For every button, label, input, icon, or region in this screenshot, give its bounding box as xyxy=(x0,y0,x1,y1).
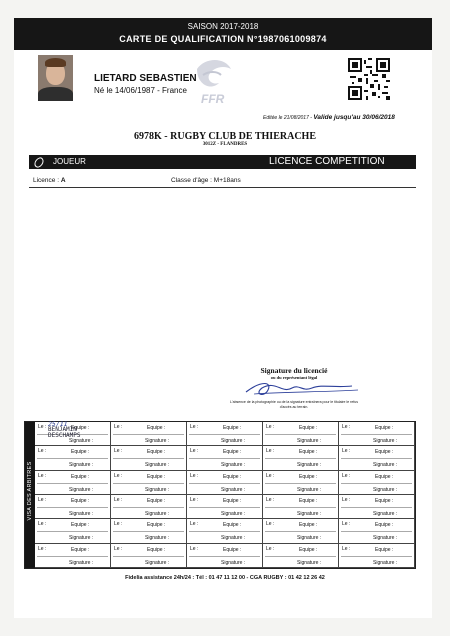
handwritten-referee-name: BENJAMIN xyxy=(48,426,77,433)
visa-signature-label: Signature : xyxy=(373,486,398,493)
visa-cell xyxy=(187,495,263,519)
visa-date-label: Le : xyxy=(342,521,351,528)
visa-signature-label: Signature : xyxy=(297,511,322,517)
visa-cell-divider xyxy=(37,531,108,532)
visa-equipe-label: Equipe : xyxy=(223,522,242,529)
visa-date-label: Le : xyxy=(266,545,275,552)
visa-cell xyxy=(35,471,111,495)
visa-cell xyxy=(263,471,339,495)
visa-equipe-label: Equipe : xyxy=(375,498,394,504)
visa-cell xyxy=(263,422,339,446)
visa-date-label: Le : xyxy=(190,497,199,503)
visa-cell-divider xyxy=(189,483,260,484)
visa-cell-divider xyxy=(341,458,412,459)
visa-equipe-label: Equipe : xyxy=(71,498,90,504)
visa-equipe-label: Equipe : xyxy=(147,522,166,529)
visa-signature-label: Signature : xyxy=(221,559,246,566)
visa-date-label: Le : xyxy=(38,545,47,552)
visa-cell-divider xyxy=(37,458,108,459)
visa-cell-divider xyxy=(341,556,412,557)
visa-date-label: Le : xyxy=(266,472,275,479)
assistance-footer: Fidelia assistance 24h/24 : Tél : 01 47 11 12 00 - CGA RUGBY : 01 42 12 26 42 xyxy=(125,575,325,581)
licence-type: LICENCE COMPETITION xyxy=(269,156,385,167)
visa-cell xyxy=(35,495,111,519)
visa-signature-label: Signature : xyxy=(145,486,170,493)
visa-cell-divider xyxy=(341,483,412,484)
visa-cell xyxy=(111,471,187,495)
visa-cells xyxy=(35,422,415,568)
visa-date-label: Le : xyxy=(266,448,275,455)
visa-date-label: Le : xyxy=(114,521,123,528)
visa-cell-divider xyxy=(37,483,108,484)
visa-equipe-label: Equipe : xyxy=(299,522,318,529)
visa-equipe-label: Equipe : xyxy=(71,449,90,456)
visa-cell-divider xyxy=(341,531,412,532)
visa-equipe-label: Equipe : xyxy=(147,449,166,456)
visa-cell-divider xyxy=(189,556,260,557)
visa-date-label: Le : xyxy=(266,497,275,503)
season-label: SAISON 2017-2018 xyxy=(187,22,259,31)
signature-title: Signature du licencié xyxy=(260,366,328,375)
visa-signature-label: Signature : xyxy=(373,559,398,566)
visa-cell xyxy=(339,422,415,446)
visa-cell xyxy=(35,422,111,446)
visa-signature-label: Signature : xyxy=(297,559,322,566)
visa-date-label: Le : xyxy=(114,545,123,552)
player-photo xyxy=(38,55,73,101)
visa-date-label: Le : xyxy=(114,497,123,503)
visa-signature-label: Signature : xyxy=(69,511,94,517)
visa-cell-divider xyxy=(37,507,108,508)
visa-cell xyxy=(187,471,263,495)
visa-cell-divider xyxy=(265,458,336,459)
visa-signature-label: Signature : xyxy=(221,511,246,517)
referee-visa-grid xyxy=(24,421,416,569)
visa-equipe-label: Equipe : xyxy=(147,473,166,480)
visa-cell xyxy=(35,446,111,470)
handwritten-referee-name: DESCHAMPS xyxy=(48,432,81,439)
visa-cell-divider xyxy=(265,507,336,508)
validity-date: Valide jusqu'au 30/06/2018 xyxy=(313,114,395,121)
visa-signature-label: Signature : xyxy=(297,462,322,469)
licence-value: A xyxy=(60,177,66,184)
visa-cell xyxy=(263,446,339,470)
handwritten-signature xyxy=(242,376,360,400)
visa-cell-divider xyxy=(341,434,412,435)
visa-cell-divider xyxy=(113,434,184,435)
visa-cell-divider xyxy=(265,434,336,435)
visa-date-label: Le : xyxy=(266,424,275,430)
visa-signature-label: Signature : xyxy=(221,438,246,444)
visa-equipe-label: Equipe : xyxy=(71,425,90,431)
visa-equipe-label: Equipe : xyxy=(299,473,318,480)
visa-cell xyxy=(263,544,339,568)
visa-cell-divider xyxy=(113,507,184,508)
visa-cell xyxy=(187,519,263,543)
visa-signature-label: Signature : xyxy=(373,438,398,444)
visa-cell xyxy=(111,519,187,543)
visa-date-label: Le : xyxy=(342,448,351,455)
visa-date-label: Le : xyxy=(38,472,47,479)
visa-equipe-label: Equipe : xyxy=(375,449,394,456)
visa-cell-divider xyxy=(189,434,260,435)
visa-date-label: Le : xyxy=(342,545,351,552)
visa-date-label: Le : xyxy=(114,472,123,479)
visa-cell-divider xyxy=(113,556,184,557)
visa-equipe-label: Equipe : xyxy=(147,546,166,553)
visa-signature-label: Signature : xyxy=(69,559,94,566)
age-class-field xyxy=(171,177,241,184)
visa-equipe-label: Equipe : xyxy=(223,449,242,456)
visa-cell-divider xyxy=(113,458,184,459)
visa-signature-label: Signature : xyxy=(69,438,94,444)
licence-label: Licence : xyxy=(33,177,61,184)
visa-cell xyxy=(263,519,339,543)
player-role: JOUEUR xyxy=(53,157,86,166)
visa-cell xyxy=(339,446,415,470)
visa-date-label: Le : xyxy=(342,497,351,503)
visa-cell xyxy=(111,446,187,470)
visa-equipe-label: Equipe : xyxy=(299,449,318,456)
club-name: 6978K - RUGBY CLUB DE THIERACHE xyxy=(134,131,316,142)
visa-date-label: Le : xyxy=(38,448,47,455)
visa-date-label: Le : xyxy=(190,448,199,455)
visa-cell xyxy=(187,446,263,470)
visa-cell-divider xyxy=(189,507,260,508)
visa-sidebar xyxy=(25,422,35,568)
edition-date xyxy=(263,114,395,121)
ffr-logo xyxy=(191,55,236,107)
visa-signature-label: Signature : xyxy=(69,486,94,493)
visa-equipe-label: Equipe : xyxy=(375,425,394,431)
card-number: CARTE DE QUALIFICATION N°1987061009874 xyxy=(119,34,327,44)
visa-cell-divider xyxy=(265,483,336,484)
visa-date-label: Le : xyxy=(342,472,351,479)
visa-equipe-label: Equipe : xyxy=(223,498,242,504)
visa-date-label: Le : xyxy=(342,424,351,430)
visa-signature-label: Signature : xyxy=(69,462,94,469)
visa-date-label: Le : xyxy=(190,472,199,479)
divider xyxy=(29,187,416,188)
signature-note: L'absence de la photographie ou de la signature entraînera pour le titulaire le refus d'accès au terrain. xyxy=(230,400,358,409)
visa-cell-divider xyxy=(265,556,336,557)
visa-equipe-label: Equipe : xyxy=(375,546,394,553)
visa-date-label: Le : xyxy=(38,424,47,430)
visa-equipe-label: Equipe : xyxy=(223,425,242,431)
visa-equipe-label: Equipe : xyxy=(71,522,90,529)
visa-label: VISA DES ARBITRES xyxy=(27,461,33,521)
visa-equipe-label: Equipe : xyxy=(147,498,166,504)
age-class-label: Classe d'âge : xyxy=(171,177,214,184)
visa-signature-label: Signature : xyxy=(373,535,398,542)
handwritten-visa xyxy=(48,421,81,439)
visa-signature-label: Signature : xyxy=(145,511,170,517)
visa-signature-label: Signature : xyxy=(69,535,94,542)
visa-date-label: Le : xyxy=(190,545,199,552)
visa-equipe-label: Equipe : xyxy=(71,546,90,553)
player-birth: Né le 14/06/1987 - France xyxy=(94,86,187,95)
visa-cell xyxy=(111,422,187,446)
visa-signature-label: Signature : xyxy=(221,462,246,469)
visa-cell xyxy=(339,495,415,519)
visa-equipe-label: Equipe : xyxy=(299,425,318,431)
visa-equipe-label: Equipe : xyxy=(223,546,242,553)
visa-cell xyxy=(111,495,187,519)
visa-cell xyxy=(339,519,415,543)
visa-date-label: Le : xyxy=(114,424,123,430)
signature-subtitle: ou du représentant légal xyxy=(270,375,318,380)
visa-equipe-label: Equipe : xyxy=(71,473,90,480)
visa-equipe-label: Equipe : xyxy=(375,473,394,480)
visa-cell-divider xyxy=(189,458,260,459)
visa-cell xyxy=(339,471,415,495)
visa-cell xyxy=(35,544,111,568)
visa-date-label: Le : xyxy=(38,497,47,503)
visa-signature-label: Signature : xyxy=(145,462,170,469)
visa-cell-divider xyxy=(113,483,184,484)
visa-equipe-label: Equipe : xyxy=(299,546,318,553)
visa-equipe-label: Equipe : xyxy=(299,498,318,504)
visa-equipe-label: Equipe : xyxy=(147,425,166,431)
visa-equipe-label: Equipe : xyxy=(375,522,394,529)
visa-cell xyxy=(187,544,263,568)
card-header xyxy=(14,18,432,50)
visa-cell xyxy=(339,544,415,568)
visa-date-label: Le : xyxy=(190,521,199,528)
visa-signature-label: Signature : xyxy=(221,486,246,493)
licence-bar xyxy=(29,155,416,169)
visa-signature-label: Signature : xyxy=(221,535,246,542)
visa-signature-label: Signature : xyxy=(145,438,170,444)
visa-signature-label: Signature : xyxy=(145,559,170,566)
visa-signature-label: Signature : xyxy=(373,462,398,469)
visa-cell xyxy=(187,422,263,446)
rugby-ball-icon xyxy=(33,156,46,170)
visa-signature-label: Signature : xyxy=(145,535,170,542)
age-class-value: M+18ans xyxy=(213,177,241,184)
visa-cell xyxy=(35,519,111,543)
visa-cell xyxy=(111,544,187,568)
club-region: 3012Z - FLANDRES xyxy=(202,142,248,147)
visa-equipe-label: Equipe : xyxy=(223,473,242,480)
visa-date-label: Le : xyxy=(114,448,123,455)
visa-signature-label: Signature : xyxy=(297,486,322,493)
logo-text: FFR xyxy=(201,92,225,106)
qr-code xyxy=(348,58,390,100)
edition-date-text: Editée le 21/08/2017 - xyxy=(263,115,314,121)
visa-date-label: Le : xyxy=(266,521,275,528)
visa-cell xyxy=(263,495,339,519)
visa-cell-divider xyxy=(341,507,412,508)
player-name: LIETARD SEBASTIEN xyxy=(94,73,197,84)
visa-cell-divider xyxy=(37,556,108,557)
visa-date-label: Le : xyxy=(38,521,47,528)
visa-signature-label: Signature : xyxy=(297,438,322,444)
visa-signature-label: Signature : xyxy=(373,511,398,517)
visa-signature-label: Signature : xyxy=(297,535,322,542)
visa-cell-divider xyxy=(189,531,260,532)
visa-date-label: Le : xyxy=(190,424,199,430)
licence-field xyxy=(33,177,66,184)
signature-box xyxy=(228,366,360,414)
visa-cell-divider xyxy=(113,531,184,532)
handwritten-date: 25/11 xyxy=(48,420,68,428)
visa-cell-divider xyxy=(265,531,336,532)
